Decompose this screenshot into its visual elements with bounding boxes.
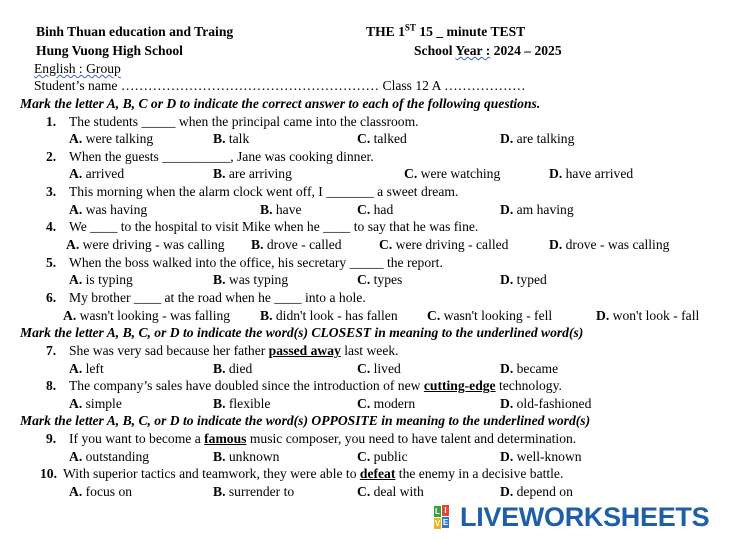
answer-option[interactable]: B. are arriving — [213, 166, 292, 181]
question-number: 5. — [46, 255, 57, 270]
question-stem: If you want to become a famous music composer, you need to have talent and determination. — [69, 431, 577, 446]
answer-option[interactable]: C. wasn't looking - fell — [427, 308, 553, 323]
question-number: 9. — [46, 431, 57, 446]
answer-option[interactable]: C. public — [357, 449, 408, 464]
header-school: Hung Vuong High School — [36, 43, 183, 58]
liveworksheets-logo — [434, 503, 709, 531]
underlined-word: defeat — [359, 466, 396, 481]
header-group: English : Group — [34, 61, 121, 76]
student-name-line: Student’s name ………………………………………………… Class 12 A ……………… — [34, 78, 526, 93]
answer-option[interactable]: D. well-known — [500, 449, 582, 464]
answer-option[interactable]: B. died — [213, 361, 253, 376]
question-number: 4. — [46, 219, 57, 234]
header-test-title: THE 1ST 15 _ minute TEST — [366, 22, 526, 39]
answer-option[interactable]: B. didn't look - has fallen — [260, 308, 398, 323]
answer-option[interactable]: A. focus on — [69, 484, 133, 499]
answer-option[interactable]: D. am having — [500, 202, 574, 217]
answer-option[interactable]: A. wasn't looking - was falling — [63, 308, 231, 323]
question-number: 6. — [46, 290, 57, 305]
question-stem: The company’s sales have doubled since the introduction of new cutting-edge technology. — [69, 378, 562, 393]
question-stem: This morning when the alarm clock went off, I _______ a sweet dream. — [69, 184, 459, 199]
answer-option[interactable]: C. modern — [357, 396, 416, 411]
header-dept: Binh Thuan education and Traing — [36, 24, 234, 39]
answer-option[interactable]: B. talk — [213, 131, 250, 146]
answer-option[interactable]: D. became — [500, 361, 559, 376]
question-number: 8. — [46, 378, 57, 393]
question-number: 2. — [46, 149, 57, 164]
answer-option[interactable]: A. left — [69, 361, 104, 376]
question-stem: When the boss walked into the office, his secretary _____ the report. — [69, 255, 443, 270]
answer-option[interactable]: B. flexible — [213, 396, 271, 411]
question-stem: We ____ to the hospital to visit Mike when he ____ to say that he was fine. — [69, 219, 479, 234]
question-number: 10. — [40, 466, 57, 481]
underlined-word: famous — [204, 431, 247, 446]
answer-option[interactable]: C. were driving - called — [379, 237, 509, 252]
underlined-word: cutting-edge — [423, 378, 496, 393]
underlined-word: passed away — [268, 343, 341, 358]
answer-option[interactable]: C. talked — [357, 131, 407, 146]
answer-option[interactable]: B. have — [260, 202, 302, 217]
section-instruction-2: Mark the letter A, B, C, or D to indicate the word(s) CLOSEST in meaning to the underlined word(s) — [20, 325, 584, 340]
answer-option[interactable]: C. were watching — [404, 166, 501, 181]
answer-option[interactable]: A. is typing — [69, 272, 133, 287]
question-number: 7. — [46, 343, 57, 358]
answer-option[interactable]: D. are talking — [500, 131, 575, 146]
answer-option[interactable]: A. arrived — [69, 166, 125, 181]
question-number: 1. — [46, 114, 57, 129]
answer-option[interactable]: A. were talking — [69, 131, 154, 146]
answer-option[interactable]: B. unknown — [213, 449, 280, 464]
answer-option[interactable]: C. deal with — [357, 484, 424, 499]
section-instruction-3: Mark the letter A, B, C, or D to indicate the word(s) OPPOSITE in meaning to the underlined word(s) — [20, 413, 591, 428]
answer-option[interactable]: A. were driving - was calling — [66, 237, 225, 252]
question-stem: The students _____ when the principal came into the classroom. — [69, 114, 419, 129]
question-stem: My brother ____ at the road when he ____ into a hole. — [69, 290, 366, 305]
answer-option[interactable]: B. surrender to — [213, 484, 295, 499]
answer-option[interactable]: C. had — [357, 202, 394, 217]
question-stem: When the guests __________, Jane was cooking dinner. — [69, 149, 374, 164]
header-school-year: School Year : 2024 – 2025 — [414, 43, 562, 58]
answer-option[interactable]: D. have arrived — [549, 166, 634, 181]
answer-option[interactable]: A. outstanding — [69, 449, 150, 464]
question-stem: She was very sad because her father passed away last week. — [69, 343, 399, 358]
answer-option[interactable]: D. old-fashioned — [500, 396, 592, 411]
answer-option[interactable]: B. drove - called — [251, 237, 342, 252]
section-instruction-1: Mark the letter A, B, C or D to indicate the correct answer to each of the following questions. — [20, 96, 541, 111]
answer-option[interactable]: D. typed — [500, 272, 547, 287]
answer-option[interactable]: D. drove - was calling — [549, 237, 670, 252]
answer-option[interactable]: A. was having — [69, 202, 148, 217]
answer-option[interactable]: C. types — [357, 272, 403, 287]
liveworksheets-logo-text: LIVEWORKSHEETS — [460, 501, 710, 532]
answer-option[interactable]: C. lived — [357, 361, 401, 376]
answer-option[interactable]: D. depend on — [500, 484, 573, 499]
answer-option[interactable]: D. won't look - fall — [596, 308, 700, 323]
question-stem: With superior tactics and teamwork, they were able to defeat the enemy in a decisive battle. — [63, 466, 564, 481]
question-number: 3. — [46, 184, 57, 199]
answer-option[interactable]: B. was typing — [213, 272, 289, 287]
liveworksheets-logo-icon: L I V E — [434, 506, 449, 528]
answer-option[interactable]: A. simple — [69, 396, 122, 411]
